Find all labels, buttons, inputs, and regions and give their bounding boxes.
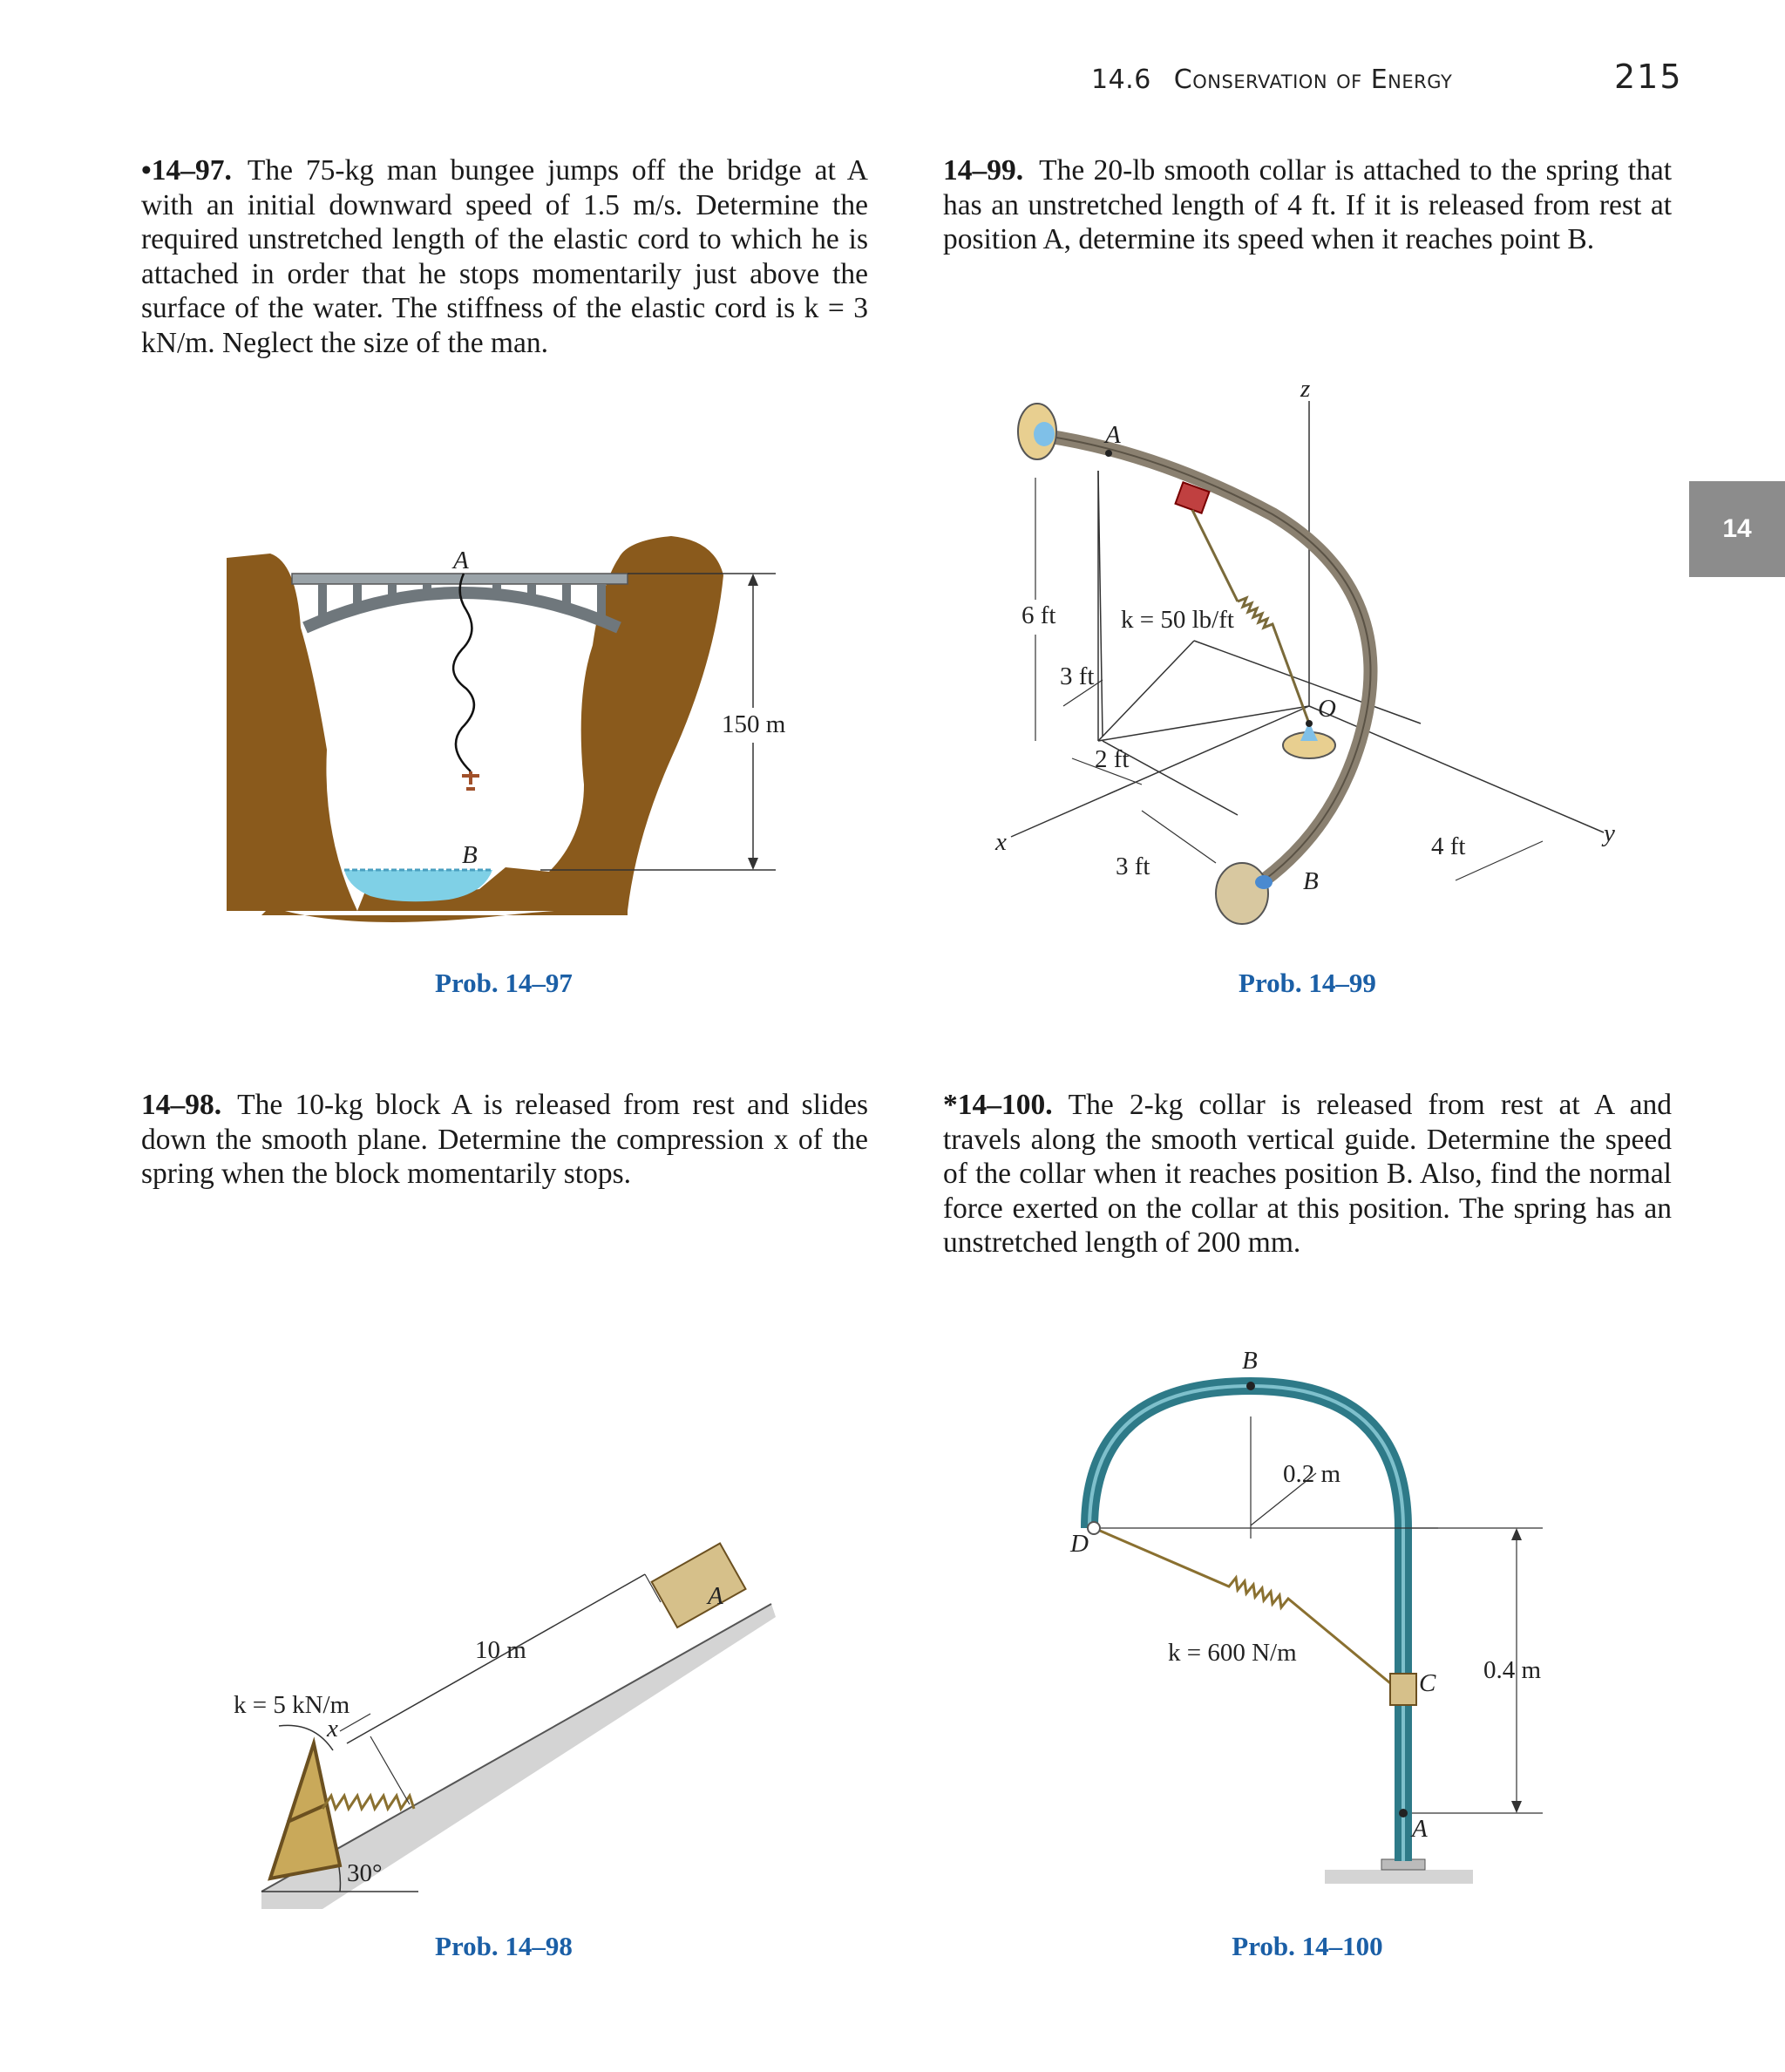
page-number: 215	[1614, 58, 1683, 96]
problem-text: The 20-lb smooth collar is attached to the spring that has an unstretched length of 4 ft. If it is released from rest at position A, determine its speed when it reaches point B.	[943, 154, 1672, 255]
jumper	[462, 771, 479, 789]
support-b	[1216, 863, 1268, 924]
block-a	[652, 1544, 746, 1627]
dim-2ft: 2 ft	[1095, 745, 1130, 773]
problem-number: •14–97.	[141, 154, 232, 187]
problem-text: The 2-kg collar is released from rest at A and travels along the smooth vertical guide. Determine the speed of the collar when it reaches position B. Also, find the normal force exerted on the collar at this position. The spring has an unstretched length of 200 mm.	[943, 1089, 1672, 1259]
figure-14-98	[218, 1543, 793, 1918]
axis-y: y	[1604, 819, 1615, 847]
label-b: B	[1242, 1347, 1258, 1375]
section-title: Conservation of Energy	[1173, 65, 1453, 95]
length-dimension: 10 m	[475, 1636, 526, 1664]
spring-stiffness: k = 600 N/m	[1168, 1639, 1297, 1667]
height-dimension: 150 m	[722, 710, 786, 738]
problem-number: *14–100.	[943, 1089, 1053, 1121]
canyon-earth	[227, 554, 357, 911]
problem-text: The 10-kg block A is released from rest and slides down the smooth plane. Determine the compression x of the spring when the block momentarily stops.	[141, 1089, 868, 1190]
caption-14-100: Prob. 14–100	[1232, 1931, 1383, 1961]
figure-14-100	[1055, 1338, 1595, 1896]
guide-rod	[1089, 1386, 1403, 1861]
chapter-tab: 14	[1689, 481, 1785, 577]
problem-14-100	[943, 1088, 1672, 1260]
label-a: A	[1105, 421, 1121, 449]
spring-stiffness: k = 50 lb/ft	[1121, 606, 1234, 634]
label-a: A	[1412, 1815, 1428, 1843]
spring-stiffness: k = 5 kN/m	[234, 1691, 350, 1719]
caption-14-97: Prob. 14–97	[435, 968, 573, 998]
problem-number: 14–99.	[943, 154, 1024, 187]
radius-dimension: 0.2 m	[1283, 1460, 1341, 1488]
label-a: A	[453, 547, 469, 574]
label-d: D	[1070, 1530, 1089, 1558]
collar-c	[1390, 1674, 1416, 1705]
problem-14-99	[943, 153, 1672, 257]
spring-support	[270, 1743, 340, 1878]
caption-14-99: Prob. 14–99	[1239, 968, 1376, 998]
spring	[322, 1796, 414, 1809]
height-dimension: 0.4 m	[1483, 1656, 1542, 1684]
label-o: O	[1318, 695, 1336, 723]
curved-rod	[1046, 436, 1371, 880]
label-b: B	[462, 841, 478, 869]
figure-14-97	[218, 523, 811, 915]
axis-x: x	[995, 828, 1007, 856]
compression-x: x	[327, 1715, 338, 1743]
dim-4ft: 4 ft	[1431, 832, 1466, 860]
figure-14-99	[985, 375, 1639, 915]
ground	[1325, 1870, 1473, 1884]
axis-z: z	[1300, 375, 1311, 403]
bungee-cord	[453, 574, 474, 771]
caption-14-98: Prob. 14–98	[435, 1931, 573, 1961]
dimension-lines	[1035, 478, 1543, 880]
problem-number: 14–98.	[141, 1089, 222, 1121]
problem-14-98	[141, 1088, 868, 1192]
label-c: C	[1419, 1669, 1436, 1697]
label-b: B	[1303, 867, 1319, 895]
angle-30: 30°	[347, 1859, 383, 1887]
section-number: 14.6	[1091, 65, 1151, 95]
problem-14-97	[141, 153, 868, 360]
dim-6ft: 6 ft	[1021, 601, 1056, 629]
dim-3ft-horizontal: 3 ft	[1116, 853, 1150, 880]
problem-text: The 75-kg man bungee jumps off the bridge at A with an initial downward speed of 1.5 m/s. Determine the required unstretched length of the elastic cord to which he is attached in order that he stops momentarily just above the surface of the water. The stiffness of the elastic cord is k = 3 kN/m. Neglect the size of the man.	[141, 154, 868, 359]
running-head	[1091, 65, 1452, 95]
dim-3ft-vertical: 3 ft	[1060, 662, 1095, 690]
label-a: A	[708, 1582, 723, 1610]
